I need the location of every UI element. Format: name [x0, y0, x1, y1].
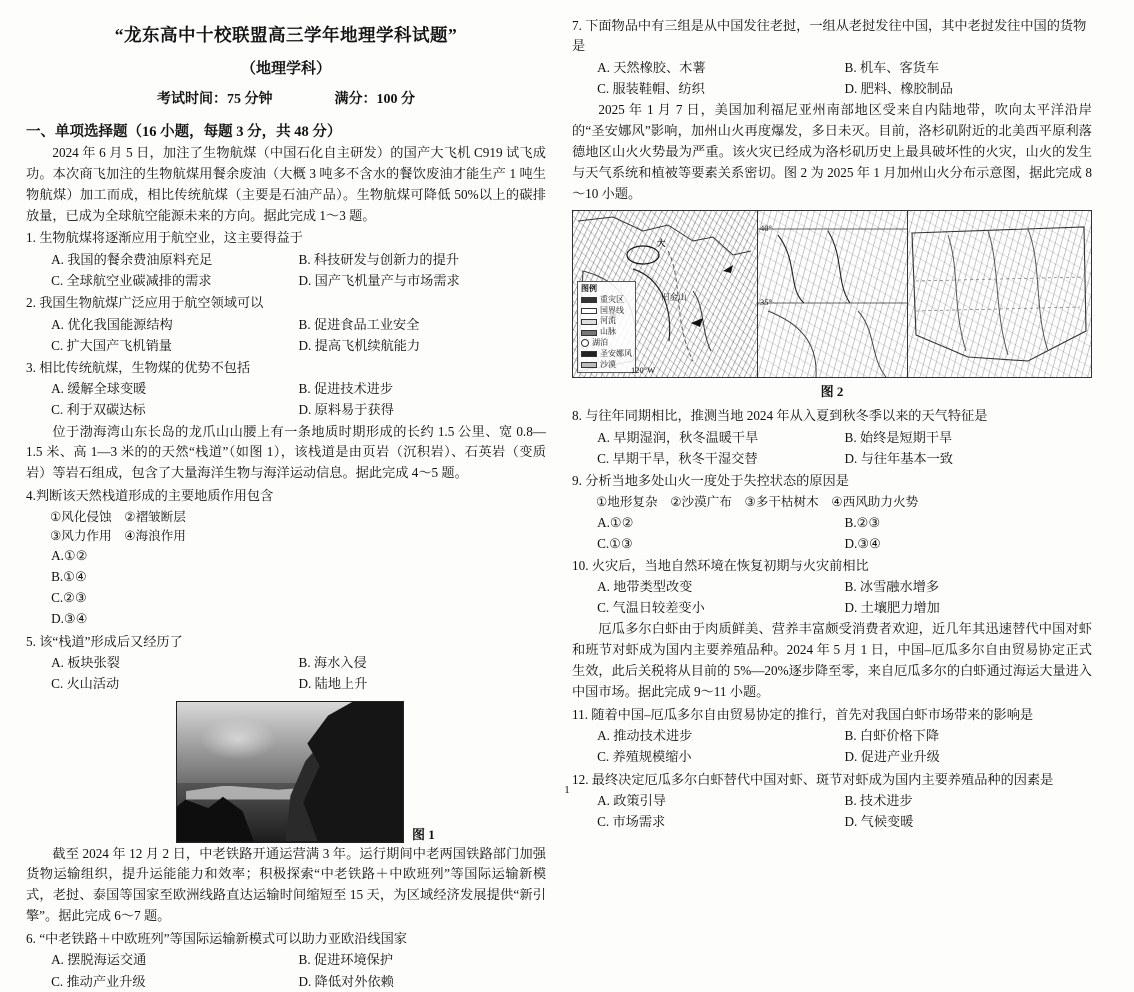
passage-2: 位于渤海湾山东长岛的龙爪山山腰上有一条地质时期形成的长约 1.5 公里、宽 0.8—1.5 米、高 1—3 米的的天然“栈道”（如图 1），该栈道是由页岩（沉积岩）、石英岩（变质岩）等岩石组成，包含了大量海洋生物与海洋运动信息。据此完成 4～5 题。 — [26, 423, 546, 481]
q6-option-d[interactable]: D. 降低对外依赖 — [298, 973, 394, 989]
q8-option-b[interactable]: B. 始终是短期干旱 — [844, 429, 953, 445]
figure-1-photo — [176, 701, 404, 843]
q11-option-d[interactable]: D. 促进产业升级 — [844, 749, 940, 765]
question-11-options-row-1 — [572, 725, 1092, 746]
two-column-layout — [26, 14, 1108, 989]
legend-label-5: 圣安娜风 — [600, 348, 632, 358]
question-11-options-row-2 — [572, 746, 1092, 767]
question-2-options-row-2 — [26, 335, 546, 356]
q10-option-d[interactable]: D. 土壤肥力增加 — [844, 600, 940, 616]
question-8-options-row-2 — [572, 448, 1092, 469]
map-panel-scale-bar — [758, 211, 908, 377]
q2-option-d[interactable]: D. 提高飞机续航能力 — [298, 337, 421, 353]
q8-option-a[interactable]: A. 早期湿润，秋冬温暖干旱 — [597, 429, 759, 445]
q3-option-c[interactable]: C. 利于双碳达标 — [51, 402, 146, 418]
q11-option-a[interactable]: A. 推动技术进步 — [597, 728, 693, 744]
legend-swatch-3 — [581, 330, 597, 336]
legend-swatch-2 — [581, 319, 597, 325]
question-8-stem: 8. 与往年同期相比，推测当地 2024 年从入夏到秋冬季以来的天气特征是 — [572, 408, 988, 424]
q1-option-a[interactable]: A. 我国的餐余费油原料充足 — [51, 251, 213, 267]
passage-5: 厄瓜多尔白虾由于肉质鲜美、营养丰富颇受消费者欢迎，近几年其迅速替代中国对虾和班节对虾成为国内主要养殖品种。2024 年 5 月 1 日，中国–厄瓜多尔自由贸易协定正式生效，此后关税将从目前的 5%—20%逐步降至零，来自厄瓜多尔的白虾通过海运大量进入中国市场。据此完成 9～11 小题。 — [572, 621, 1092, 700]
section-heading: 一、单项选择题（16 小题，每题 3 分，共 48 分） — [26, 124, 342, 140]
q5-option-d[interactable]: D. 陆地上升 — [298, 676, 368, 692]
figure-1-caption: 图 1 — [412, 826, 435, 842]
figure-2-caption: 图 2 — [820, 384, 844, 400]
q9-choice-c[interactable]: C.①③ — [597, 535, 633, 551]
question-9-choices-row-1 — [572, 512, 1092, 533]
q9-choice-a[interactable]: A.①② — [597, 514, 634, 530]
legend-row-4 — [581, 338, 632, 349]
map-panel-usa — [908, 211, 1091, 377]
question-4-stem: 4.判断该天然栈道形成的主要地质作用包含 — [26, 488, 274, 504]
question-8-options-row-1 — [572, 427, 1092, 448]
legend-swatch-1 — [581, 308, 597, 314]
map-label-big: 大 — [657, 238, 666, 249]
q6-option-b[interactable]: B. 促进环境保护 — [298, 952, 394, 968]
question-5-stem: 5. 该“栈道”形成后又经历了 — [26, 633, 183, 649]
q3-option-b[interactable]: B. 促进技术进步 — [298, 381, 394, 397]
question-3-options-row-1 — [26, 378, 546, 399]
q5-option-b[interactable]: B. 海水入侵 — [298, 655, 367, 671]
page-subtitle: （地理学科） — [240, 61, 331, 77]
q2-option-b[interactable]: B. 促进食品工业安全 — [298, 316, 420, 332]
page-title: “龙东高中十校联盟高三学年地理学科试题” — [114, 25, 458, 45]
map-usa-svg — [908, 211, 1091, 377]
question-1-stem: 1. 生物航煤将逐渐应用于航空业，这主要得益于 — [26, 230, 303, 246]
map-panel-california — [573, 211, 758, 377]
q1-option-b[interactable]: B. 科技研发与创新力的提升 — [298, 251, 459, 267]
q12-option-b[interactable]: B. 技术进步 — [844, 793, 913, 809]
q1-option-d[interactable]: D. 国产飞机量产与市场需求 — [298, 273, 460, 289]
q8-option-d[interactable]: D. 与往年基本一致 — [844, 451, 953, 467]
q12-option-a[interactable]: A. 政策引导 — [597, 793, 666, 809]
q6-option-a[interactable]: A. 摆脱海运交通 — [51, 952, 147, 968]
q4-choice-c[interactable]: C.②③ — [51, 590, 87, 606]
exam-time: 考试时间：75 分钟 — [157, 92, 273, 107]
question-3-options-row-2 — [26, 399, 546, 420]
left-column — [26, 14, 546, 989]
question-2-options-row-1 — [26, 314, 546, 335]
legend-title: 图例 — [581, 284, 597, 294]
q4-item-2: ③风力作用 ④海浪作用 — [49, 528, 186, 544]
map-label-lat-40: 40° — [760, 223, 772, 234]
q5-option-a[interactable]: A. 板块张裂 — [51, 655, 120, 671]
map-mid-svg — [758, 211, 907, 377]
q10-option-a[interactable]: A. 地带类型改变 — [597, 579, 693, 595]
legend-label-6: 沙漠 — [600, 359, 616, 369]
q5-option-c[interactable]: C. 火山活动 — [51, 676, 120, 692]
question-10-stem: 10. 火灾后，当地自然环境在恢复初期与火灾前相比 — [572, 557, 869, 573]
q9-choice-b[interactable]: B.②③ — [844, 514, 881, 530]
question-3-stem: 3. 相比传统航煤，生物煤的优势不包括 — [26, 359, 251, 375]
q1-option-c[interactable]: C. 全球航空业碳减排的需求 — [51, 273, 212, 289]
question-6-stem: 6. “中老铁路＋中欧班列”等国际运输新模式可以助力亚欧沿线国家 — [26, 930, 407, 946]
q2-option-a[interactable]: A. 优化我国能源结构 — [51, 316, 173, 332]
q12-option-c[interactable]: C. 市场需求 — [597, 814, 666, 830]
page-number: 1 — [564, 784, 570, 796]
exam-meta — [26, 88, 546, 108]
q7-option-b[interactable]: B. 机车、客货车 — [844, 59, 940, 75]
question-5-options-row-2 — [26, 673, 546, 694]
question-1-options-row-1 — [26, 249, 546, 270]
legend-swatch-0 — [581, 297, 597, 303]
figure-2-maps — [572, 210, 1092, 378]
q10-option-c[interactable]: C. 气温日较差变小 — [597, 600, 705, 616]
q2-option-c[interactable]: C. 扩大国产飞机销量 — [51, 337, 172, 353]
q11-option-c[interactable]: C. 养殖规模缩小 — [597, 749, 692, 765]
legend-label-1: 国界线 — [600, 305, 624, 315]
legend-row-3 — [581, 327, 632, 338]
question-1-options-row-2 — [26, 270, 546, 291]
q9-choice-d[interactable]: D.③④ — [844, 535, 881, 551]
legend-row-2 — [581, 316, 632, 327]
q4-choice-a[interactable]: A.①② — [51, 548, 88, 564]
question-7-stem: 7. 下面物品中有三组是从中国发往老挝，一组从老挝发往中国，其中老挝发往中国的货物是 — [572, 18, 1087, 54]
question-12-options-row-2 — [572, 811, 1092, 832]
q3-option-a[interactable]: A. 缓解全球变暖 — [51, 381, 147, 397]
figure-1-block — [26, 701, 546, 843]
map-legend — [577, 281, 636, 373]
question-7-options-row-1 — [572, 57, 1092, 78]
q4-choice-b[interactable]: B.①④ — [51, 569, 87, 585]
legend-swatch-4 — [581, 339, 589, 347]
photo-light-glow-icon — [200, 718, 277, 760]
map-label-sanfrancisco: 旧金山 — [661, 292, 687, 303]
question-9-stem: 9. 分析当地多处山火一度处于失控状态的原因是 — [572, 473, 849, 489]
q4-item-1: ①风化侵蚀 ②褶皱断层 — [49, 508, 186, 524]
question-7-options-row-2 — [572, 78, 1092, 99]
q3-option-d[interactable]: D. 原料易于获得 — [298, 402, 394, 418]
q9-items: ①地形复杂 ②沙漠广布 ③多干枯树木 ④西风助力火势 — [595, 493, 919, 509]
legend-label-4: 湖泊 — [592, 338, 608, 348]
passage-4: 2025 年 1 月 7 日，美国加利福尼亚州南部地区受来自内陆地带，吹向太平洋沿岸的“圣安娜风”影响，加州山火再度爆发，多日未灭。目前，洛杉矶附近的北美西平原利落德地区山火火势最为严重。该火灾已经成为洛杉矶历史上最具破坏性的火灾，山火的发生与天气系统和植被等要素关系密切。图 2 为 2025 年 1 月加州山火分布示意图，据此完成 8～10 小题。 — [572, 102, 1092, 201]
q4-choice-d[interactable]: D.③④ — [51, 610, 88, 626]
map-label-longitude: 120°W — [631, 365, 656, 376]
legend-row-5 — [581, 349, 632, 360]
legend-swatch-6 — [581, 362, 597, 368]
q7-option-c[interactable]: C. 服装鞋帽、纺织 — [597, 81, 705, 97]
legend-label-0: 重灾区 — [600, 294, 624, 304]
legend-label-3: 山脉 — [600, 327, 616, 337]
legend-row-0 — [581, 295, 632, 306]
legend-label-2: 河流 — [600, 316, 616, 326]
passage-1: 2024 年 6 月 5 日，加注了生物航煤（中国石化自主研发）的国产大飞机 C919 试飞成功。本次商飞加注的生物航煤用餐余废油（大概 3 吨多不含水的餐饮废油才能生产 1 吨生物航煤）加工而成，相比传统航煤（主要是石油产品）。生物航煤可降低 50%以上的碳排放量，已成为全球航空能源未来的方向。据此完成 1～3 题。 — [26, 145, 546, 223]
legend-swatch-5 — [581, 351, 597, 357]
q11-option-b[interactable]: B. 白虾价格下降 — [844, 728, 940, 744]
legend-row-6 — [581, 360, 632, 371]
question-6-options-row-1 — [26, 949, 546, 970]
question-5-options-row-1 — [26, 652, 546, 673]
question-10-options-row-2 — [572, 597, 1092, 618]
question-6-options-row-2 — [26, 971, 546, 992]
q7-option-a[interactable]: A. 天然橡胶、木薯 — [597, 59, 706, 75]
q8-option-c[interactable]: C. 早期干旱，秋冬干湿交替 — [597, 451, 758, 467]
exam-total-score: 满分：100 分 — [334, 92, 415, 107]
question-9-choices-row-2 — [572, 533, 1092, 554]
q12-option-d[interactable]: D. 气候变暖 — [844, 814, 914, 830]
question-12-stem: 12. 最终决定厄瓜多尔白虾替代中国对虾、斑节对虾成为国内主要养殖品种的因素是 — [572, 771, 1054, 787]
legend-row-1 — [581, 306, 632, 317]
q10-option-b[interactable]: B. 冰雪融水增多 — [844, 579, 940, 595]
question-10-options-row-1 — [572, 576, 1092, 597]
question-11-stem: 11. 随着中国–厄瓜多尔自由贸易协定的推行，首先对我国白虾市场带来的影响是 — [572, 706, 1034, 722]
right-column — [572, 14, 1092, 830]
question-2-stem: 2. 我国生物航煤广泛应用于航空领域可以 — [26, 295, 264, 311]
map-label-lat-35: 35° — [760, 297, 772, 308]
q6-option-c[interactable]: C. 推动产业升级 — [51, 973, 146, 989]
passage-3: 截至 2024 年 12 月 2 日，中老铁路开通运营满 3 年。运行期间中老两国铁路部门加强货物运输组织，提升运能能力和效率；积极探索“中老铁路＋中欧班列”等国际运输新模式，老挝、泰国等国家至欧洲线路直达运输时间缩短至 15 天，为区域经济发展提供“新引擎”。据此完成 6～7 题。 — [26, 845, 546, 924]
q7-option-d[interactable]: D. 肥料、橡胶制品 — [844, 81, 953, 97]
